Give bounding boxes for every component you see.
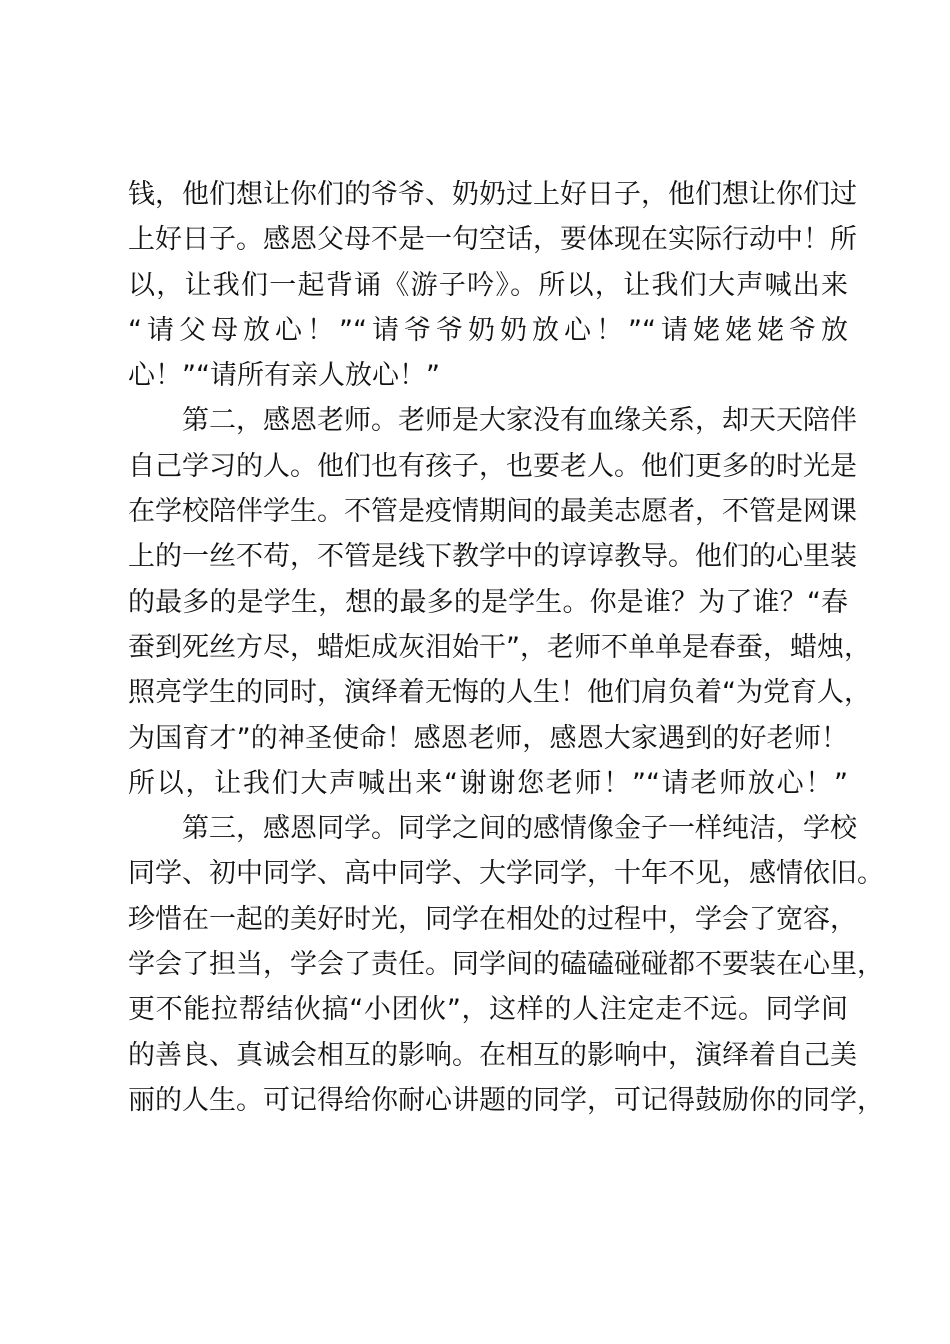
text-line: 在学校陪伴学生。不管是疫情期间的最美志愿者，不管是网课 — [128, 496, 857, 528]
text-line: 上的一丝不苟，不管是线下教学中的谆谆教导。他们的心里装 — [128, 541, 857, 573]
text-line: 为国育才”的神圣使命！感恩老师，感恩大家遇到的好老师！ — [128, 722, 848, 754]
document-body — [128, 172, 884, 1123]
text-line: 珍惜在一起的美好时光，同学在相处的过程中，学会了宽容， — [128, 903, 857, 935]
text-line: 学会了担当，学会了责任。同学间的磕磕碰碰都不要装在心里， — [128, 949, 884, 981]
text-line: 蚕到死丝方尽，蜡炬成灰泪始干”，老师不单单是春蚕，蜡烛， — [128, 631, 871, 663]
paragraph-start-line: 第三，感恩同学。同学之间的感情像金子一样纯洁，学校 — [182, 813, 857, 845]
text-line: 自己学习的人。他们也有孩子，也要老人。他们更多的时光是 — [128, 450, 857, 482]
text-line: 的善良、真诚会相互的影响。在相互的影响中，演绎着自己美 — [128, 1039, 857, 1071]
text-line: 以，让我们一起背诵《游子吟》。所以，让我们大声喊出来 — [128, 269, 848, 301]
text-line: 丽的人生。可记得给你耐心讲题的同学，可记得鼓励你的同学， — [128, 1084, 884, 1116]
text-line: 更不能拉帮结伙搞“小团伙”，这样的人注定走不远。同学间 — [128, 994, 848, 1026]
text-line: 照亮学生的同时，演绎着无悔的人生！他们肩负着“为党育人， — [128, 677, 871, 709]
text-line: 上好日子。感恩父母不是一句空话，要体现在实际行动中！所 — [128, 224, 857, 256]
text-line: 的最多的是学生，想的最多的是学生。你是谁？为了谁？“春 — [128, 586, 848, 618]
text-line: 钱，他们想让你们的爷爷、奶奶过上好日子，他们想让你们过 — [128, 179, 857, 210]
text-line: 同学、初中同学、高中同学、大学同学，十年不见，感情依旧。 — [128, 858, 884, 890]
text-line: “请父母放心！”“请爷爷奶奶放心！”“请姥姥姥爷放 — [128, 314, 848, 346]
paragraph-start-line: 第二，感恩老师。老师是大家没有血缘关系，却天天陪伴 — [182, 405, 857, 437]
text-line: 所以，让我们大声喊出来“谢谢您老师！”“请老师放心！” — [128, 767, 848, 799]
text-line: 心！”“请所有亲人放心！” — [128, 360, 440, 392]
